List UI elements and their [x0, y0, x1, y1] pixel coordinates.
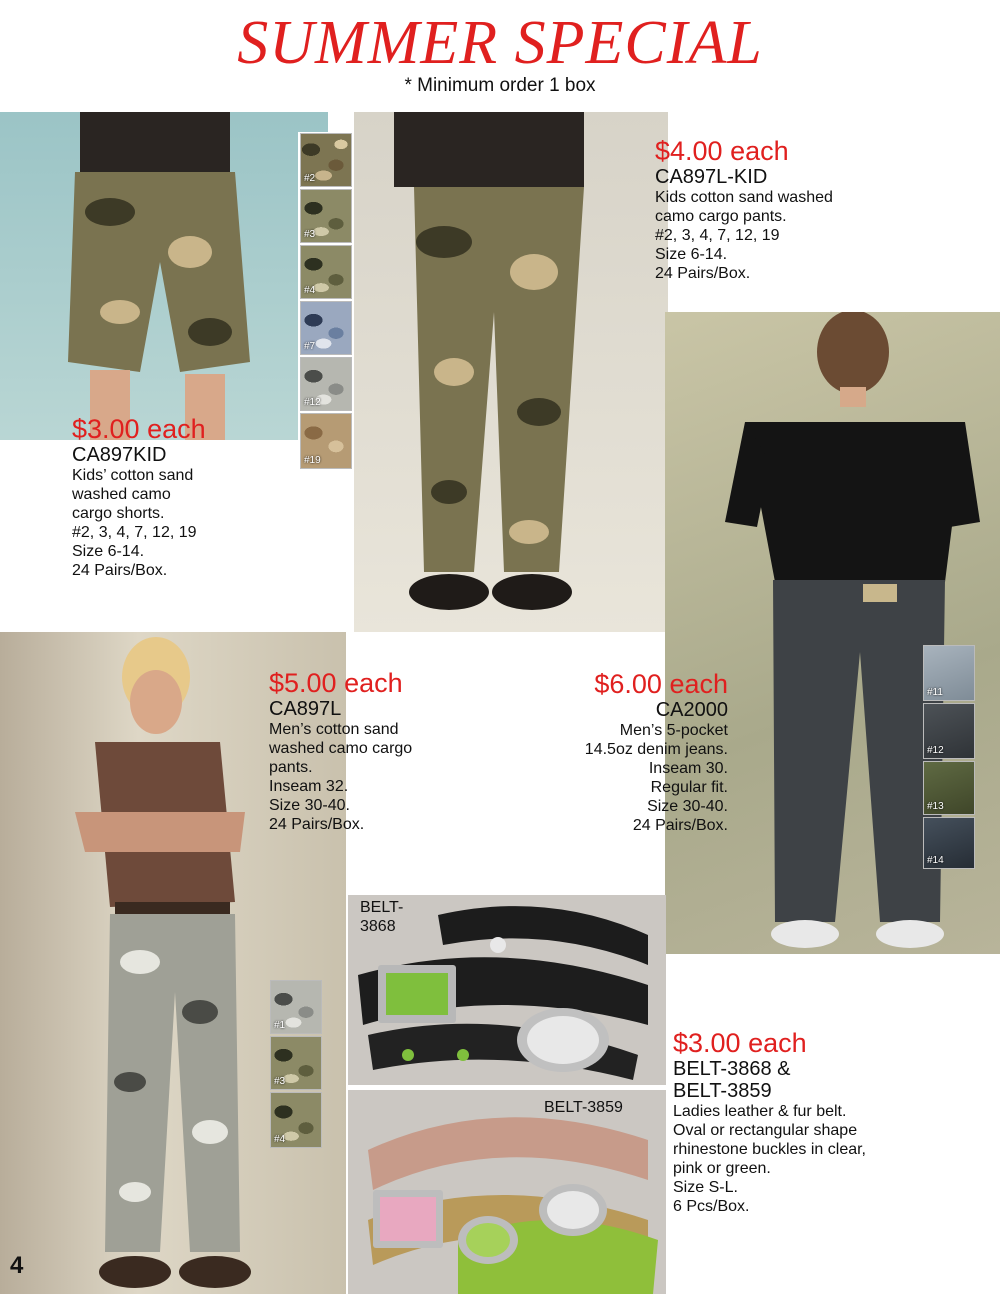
- swatch-3-men: #3: [270, 1036, 322, 1090]
- description-line: washed camo cargo: [269, 740, 413, 757]
- page-number: 4: [10, 1252, 24, 1279]
- price: $5.00 each: [269, 668, 403, 698]
- description-line: #2, 3, 4, 7, 12, 19: [655, 227, 780, 244]
- minimum-order-note: * Minimum order 1 box: [404, 75, 596, 96]
- price: $4.00 each: [655, 136, 789, 166]
- description-line: Size 30-40.: [269, 797, 350, 814]
- description-line: rhinestone buckles in clear,: [673, 1141, 866, 1158]
- description-line: Size S-L.: [673, 1179, 738, 1196]
- product-ca897kid: [72, 414, 322, 580]
- belt-3859-label: BELT-3859: [544, 1099, 623, 1116]
- swatch-14: #14: [923, 817, 975, 869]
- belt-3859-photo: [348, 1090, 666, 1294]
- description-line: 6 Pcs/Box.: [673, 1198, 750, 1215]
- product-code: BELT-3868 &: [673, 1058, 791, 1080]
- kids-pants-photo: [354, 112, 668, 632]
- description-line: Regular fit.: [650, 779, 728, 796]
- swatch-4: #4: [300, 245, 352, 299]
- description-line: Men’s 5-pocket: [619, 722, 728, 739]
- description-line: 14.5oz denim jeans.: [584, 741, 728, 758]
- product-code: BELT-3859: [673, 1080, 772, 1102]
- description-line: Men’s cotton sand: [269, 721, 399, 738]
- description-line: Size 30-40.: [647, 798, 728, 815]
- price: $3.00 each: [72, 414, 206, 444]
- swatch-7: #7: [300, 301, 352, 355]
- price: $6.00 each: [594, 669, 728, 699]
- description-line: Size 6-14.: [655, 246, 728, 263]
- product-ca2000: [528, 669, 728, 835]
- product-code: CA897KID: [72, 444, 167, 466]
- swatch-1: #1: [270, 980, 322, 1034]
- page-title: SUMMER SPECIAL: [237, 9, 763, 77]
- description-line: Inseam 32.: [269, 778, 349, 795]
- description-line: Inseam 30.: [648, 760, 728, 777]
- description-line: Kids’ cotton sand: [72, 467, 194, 484]
- description-line: 24 Pairs/Box.: [269, 816, 365, 833]
- description-line: #2, 3, 4, 7, 12, 19: [72, 524, 197, 541]
- swatch-2: #2: [300, 133, 352, 187]
- swatch-12: #12: [300, 357, 352, 411]
- belt-label-line: BELT-: [360, 899, 404, 916]
- description-line: camo cargo pants.: [655, 208, 787, 225]
- product-code: CA897L-KID: [655, 166, 768, 188]
- belt-3868-label: [360, 898, 440, 936]
- description-line: pants.: [269, 759, 313, 776]
- description-line: 24 Pairs/Box.: [72, 562, 168, 579]
- product-code: CA897L: [269, 698, 342, 720]
- product-belts: [673, 1028, 993, 1216]
- product-ca897l: [269, 668, 519, 834]
- price: $3.00 each: [673, 1028, 807, 1058]
- swatch-13: #13: [923, 761, 975, 815]
- description-line: Oval or rectangular shape: [673, 1122, 858, 1139]
- kids-shorts-photo: [0, 112, 328, 440]
- swatch-3: #3: [300, 189, 352, 243]
- swatch-19: #19: [300, 413, 352, 469]
- description-line: Ladies leather & fur belt.: [673, 1103, 847, 1120]
- swatch-4-men: #4: [270, 1092, 322, 1148]
- description-line: pink or green.: [673, 1160, 771, 1177]
- description-line: 24 Pairs/Box.: [632, 817, 728, 834]
- description-line: Size 6-14.: [72, 543, 145, 560]
- swatch-11: #11: [923, 645, 975, 701]
- description-line: 24 Pairs/Box.: [655, 265, 751, 282]
- description-line: Kids cotton sand washed: [655, 189, 833, 206]
- description-line: cargo shorts.: [72, 505, 165, 522]
- product-code: CA2000: [655, 699, 728, 721]
- description-line: washed camo: [72, 486, 171, 503]
- product-ca897l-kid: [655, 136, 985, 283]
- swatch-12-denim: #12: [923, 703, 975, 759]
- belt-label-line: 3868: [360, 918, 396, 935]
